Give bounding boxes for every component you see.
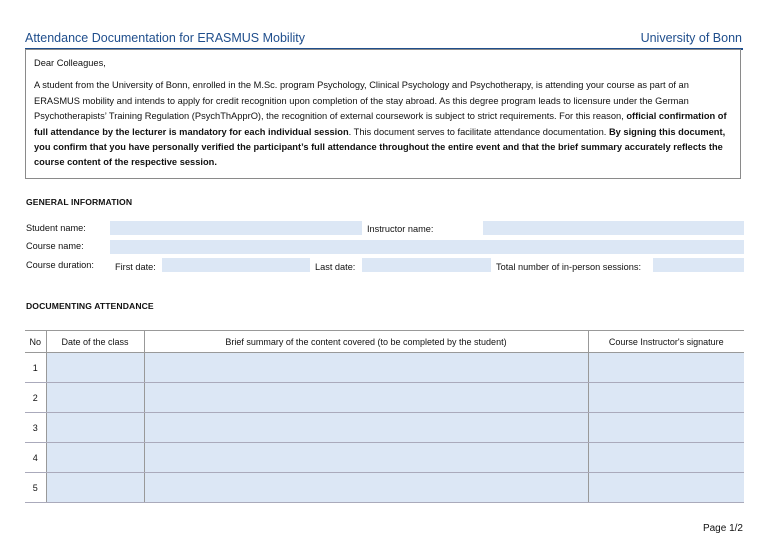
- letter-greeting: Dear Colleagues,: [34, 58, 106, 68]
- first-date-field[interactable]: [162, 258, 310, 272]
- sessions-field[interactable]: [653, 258, 744, 272]
- summary-cell[interactable]: [144, 383, 588, 413]
- course-duration-label: Course duration:: [26, 260, 94, 270]
- letter-text-1: A student from the University of Bonn, enrolled in the M.Sc. program Psychology, Clinical Psychology and Psychotherapy, is attending your course as part of an ERASMUS mobility and intends to apply for credit recognition upon completion of the stay abroad. As this degree program leads to licensure under the German Psychotherapists’ Training Regulation (PsychThApprO), the recognition of external coursework is subject to strict requirements. For this reason,: [34, 80, 689, 122]
- first-date-label: First date:: [115, 262, 156, 272]
- date-cell[interactable]: [46, 473, 144, 503]
- summary-cell[interactable]: [144, 353, 588, 383]
- table-row: [25, 353, 744, 383]
- university-name: University of Bonn: [640, 31, 742, 45]
- column-header-date: Date of the class: [46, 331, 144, 353]
- table-row: [25, 413, 744, 443]
- signature-cell[interactable]: [588, 413, 744, 443]
- student-name-field[interactable]: [110, 221, 362, 235]
- intro-letter-box: [25, 49, 741, 179]
- date-cell[interactable]: [46, 353, 144, 383]
- row-number: 2: [25, 383, 46, 413]
- table-row: [25, 443, 744, 473]
- letter-bold-1: official confirmation of full attendance by the lecturer is mandatory for each individual session: [34, 111, 727, 137]
- student-name-label: Student name:: [26, 223, 86, 233]
- signature-cell[interactable]: [588, 443, 744, 473]
- table-row: [25, 383, 744, 413]
- last-date-label: Last date:: [315, 262, 356, 272]
- sessions-label: Total number of in-person sessions:: [496, 262, 642, 272]
- column-header-signature: Course Instructor's signature: [588, 331, 744, 353]
- signature-cell[interactable]: [588, 473, 744, 503]
- summary-cell[interactable]: [144, 413, 588, 443]
- row-number: 5: [25, 473, 46, 503]
- letter-bold-2: By signing this document, you confirm that you have personally verified the participant’s full attendance throughout the entire event and that the brief summary accurately reflects the course content of the respective session.: [34, 126, 726, 168]
- date-cell[interactable]: [46, 383, 144, 413]
- instructor-name-label: Instructor name:: [367, 224, 434, 234]
- summary-cell[interactable]: [144, 443, 588, 473]
- letter-body: [34, 78, 732, 170]
- instructor-name-field[interactable]: [483, 221, 744, 235]
- document-title: Attendance Documentation for ERASMUS Mobility: [25, 31, 305, 45]
- general-information-heading: GENERAL INFORMATION: [26, 197, 133, 207]
- summary-cell[interactable]: [144, 473, 588, 503]
- course-name-label: Course name:: [26, 241, 84, 251]
- attendance-header-row: [25, 331, 744, 353]
- row-number: 1: [25, 353, 46, 383]
- signature-cell[interactable]: [588, 383, 744, 413]
- last-date-field[interactable]: [362, 258, 491, 272]
- page-number: Page 1/2: [702, 523, 743, 534]
- row-number: 4: [25, 443, 46, 473]
- attendance-table: [25, 330, 744, 503]
- documenting-attendance-heading: DOCUMENTING ATTENDANCE: [26, 301, 154, 311]
- course-name-field[interactable]: [110, 240, 744, 254]
- date-cell[interactable]: [46, 443, 144, 473]
- row-number: 3: [25, 413, 46, 443]
- column-header-summary: Brief summary of the content covered (to be completed by the student): [144, 331, 588, 353]
- column-header-no: No: [25, 331, 46, 353]
- signature-cell[interactable]: [588, 353, 744, 383]
- letter-text-2: . This document serves to facilitate attendance documentation.: [348, 126, 609, 137]
- date-cell[interactable]: [46, 413, 144, 443]
- table-row: [25, 473, 744, 503]
